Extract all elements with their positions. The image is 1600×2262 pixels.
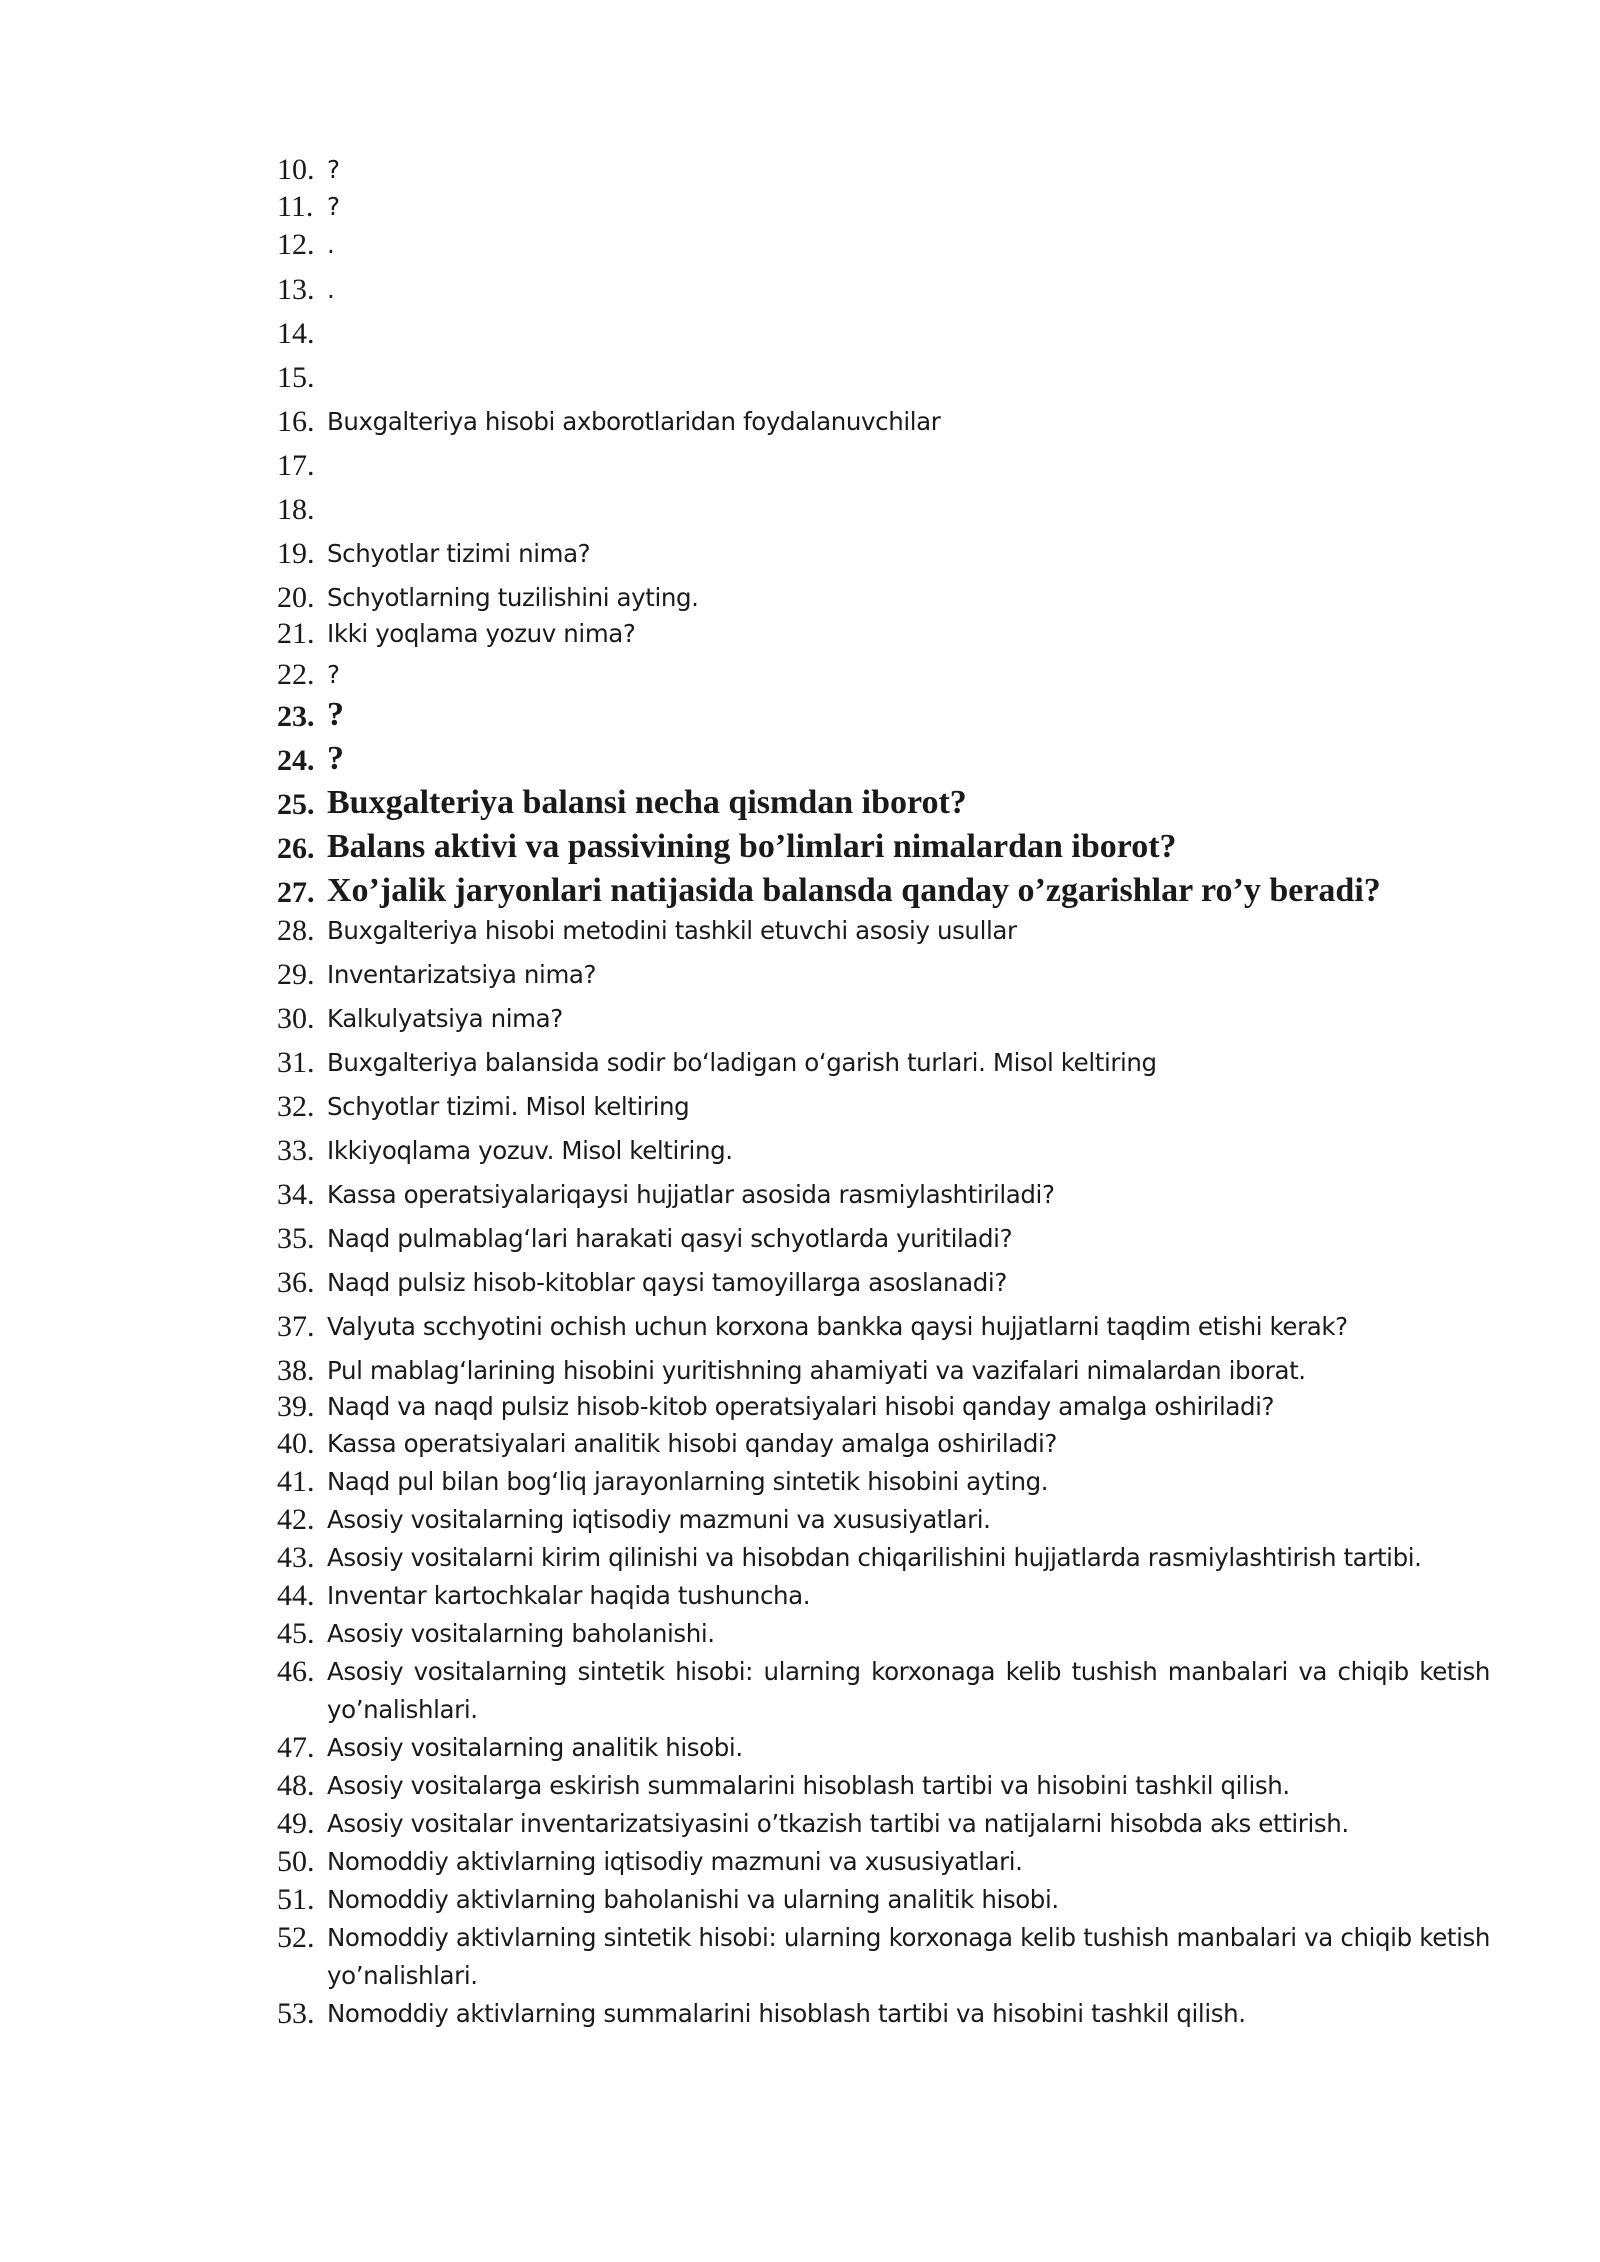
item-text: Naqd pul bilan bogʻliq jarayonlarning sintetik hisobini ayting. [327,1467,1049,1496]
item-text: Nomoddiy aktivlarning sintetik hisobi: ularning korxonaga kelib tushish manbalari va chiqib ketish yo’nalishlari. [327,1923,1490,1990]
item-text: Asosiy vositalar inventarizatsiyasini o’tkazish tartibi va natijalarni hisobda aks ettirish. [327,1809,1349,1838]
item-number: 16. [277,405,315,438]
list-item [275,492,1490,528]
item-number: 51. [277,1883,315,1916]
item-text: ? [327,155,340,184]
item-text: Ikkiyoqlama yozuv. Misol keltiring. [327,1136,733,1165]
item-number: 18. [277,493,315,526]
item-text [327,316,1490,352]
list-item [275,1805,1490,1843]
list-item [275,869,1490,913]
item-number: 24. [277,744,315,777]
item-number: 19. [277,537,315,570]
list-item [275,1539,1490,1577]
list-item [275,272,1490,308]
item-number: 32. [277,1090,315,1123]
list-item [275,1501,1490,1539]
list-item [275,448,1490,484]
item-number: 25. [277,788,315,821]
list-item [275,580,1490,616]
list-item [275,1133,1490,1169]
list-item [275,1729,1490,1767]
item-number: 43. [277,1541,315,1574]
item-number: 21. [277,617,315,650]
item-number: 27. [277,876,315,909]
item-text: Asosiy vositalarning baholanishi. [327,1619,715,1648]
item-text: Valyuta scchyotini ochish uchun korxona bankka qaysi hujjatlarni taqdim etishi kerak? [327,1312,1348,1341]
item-text: Kassa operatsiyalariqaysi hujjatlar asosida rasmiylashtiriladi? [327,1180,1055,1209]
list-item [275,1615,1490,1653]
list-item [275,1001,1490,1037]
item-text: Naqd va naqd pulsiz hisob-kitob operatsiyalari hisobi qanday amalga oshiriladi? [327,1392,1275,1421]
item-text: Inventar kartochkalar haqida tushuncha. [327,1581,811,1610]
list-item [275,1353,1490,1389]
list-item [275,957,1490,993]
item-number: 33. [277,1134,315,1167]
item-text: Inventarizatsiya nima? [327,960,597,989]
item-number: 53. [277,1997,315,2030]
list-item [275,1577,1490,1615]
item-number: 37. [277,1310,315,1343]
list-item [275,1089,1490,1125]
list-item [275,1221,1490,1257]
list-item [275,1767,1490,1805]
item-text: ? [327,192,340,221]
list-item [275,404,1490,440]
item-number: 12. [277,228,315,261]
item-text [327,492,1490,528]
item-text: Xo’jalik jaryonlari natijasida balansda qanday o’zgarishlar ro’y beradi? [327,872,1381,909]
list-item [275,1389,1490,1425]
item-number: 11. [277,190,314,223]
item-text: Naqd pulsiz hisob-kitoblar qaysi tamoyillarga asoslanadi? [327,1268,1007,1297]
item-text: Nomoddiy aktivlarning baholanishi va ularning analitik hisobi. [327,1885,1059,1914]
list-item [275,360,1490,396]
question-list [275,152,1490,2033]
item-text: Ikki yoqlama yozuv nima? [327,619,636,648]
list-item [275,1265,1490,1301]
item-text: ? [327,660,340,689]
item-number: 36. [277,1266,315,1299]
item-number: 49. [277,1807,315,1840]
item-text: Schyotlar tizimi nima? [327,539,591,568]
item-text: . [327,230,335,259]
item-text: Kalkulyatsiya nima? [327,1004,563,1033]
item-number: 47. [277,1731,315,1764]
list-item [275,1425,1490,1463]
item-number: 52. [277,1921,315,1954]
list-item [275,1177,1490,1213]
item-number: 29. [277,958,315,991]
item-number: 42. [277,1503,315,1536]
list-item [275,1045,1490,1081]
item-text: . [327,275,335,304]
list-item [275,1919,1490,1995]
item-number: 26. [277,832,315,865]
item-number: 39. [277,1390,315,1423]
list-item [275,536,1490,572]
item-text [327,448,1490,484]
item-text: Buxgalteriya hisobi metodini tashkil etuvchi asosiy usullar [327,916,1017,945]
item-text: Buxgalteriya balansi necha qismdan iborot? [327,784,967,821]
list-item [275,737,1490,781]
item-number: 20. [277,581,315,614]
item-number: 10. [277,153,315,186]
item-text: ? [327,740,344,777]
item-text: Asosiy vositalarning sintetik hisobi: ularning korxonaga kelib tushish manbalari va chiqib ketish yo’nalishlari. [327,1657,1490,1724]
list-item [275,1309,1490,1345]
list-item [275,781,1490,825]
item-number: 48. [277,1769,315,1802]
item-number: 13. [277,273,315,306]
list-item [275,913,1490,949]
item-number: 15. [277,361,315,394]
item-number: 22. [277,658,315,691]
item-text: Asosiy vositalarga eskirish summalarini hisoblash tartibi va hisobini tashkil qilish. [327,1771,1290,1800]
item-number: 35. [277,1222,315,1255]
item-text: Asosiy vositalarning iqtisodiy mazmuni va xususiyatlari. [327,1505,991,1534]
list-item [275,616,1490,652]
item-text: Nomoddiy aktivlarning summalarini hisoblash tartibi va hisobini tashkil qilish. [327,1999,1246,2028]
list-item [275,693,1490,737]
item-text: Kassa operatsiyalari analitik hisobi qanday amalga oshiriladi? [327,1429,1057,1458]
item-text: Asosiy vositalarni kirim qilinishi va hisobdan chiqarilishini hujjatlarda rasmiylashtirish tartibi. [327,1543,1422,1572]
item-number: 30. [277,1002,315,1035]
item-text: Buxgalteriya balansida sodir boʻladigan oʻgarish turlari. Misol keltiring [327,1048,1157,1077]
item-number: 34. [277,1178,315,1211]
list-item [275,825,1490,869]
item-number: 14. [277,317,315,350]
item-number: 17. [277,449,315,482]
list-item [275,226,1490,264]
item-text: Balans aktivi va passivining bo’limlari nimalardan iborot? [327,828,1177,865]
item-number: 50. [277,1845,315,1878]
list-item [275,1995,1490,2033]
item-number: 38. [277,1354,315,1387]
item-text: Schyotlarning tuzilishini ayting. [327,583,699,612]
list-item [275,1843,1490,1881]
item-number: 44. [277,1579,315,1612]
item-text: Naqd pulmablagʻlari harakati qasyi schyotlarda yuritiladi? [327,1224,1013,1253]
item-number: 46. [277,1655,315,1688]
item-number: 40. [277,1427,315,1460]
item-number: 31. [277,1046,315,1079]
item-number: 28. [277,914,315,947]
item-text: Schyotlar tizimi. Misol keltiring [327,1092,690,1121]
item-text: Buxgalteriya hisobi axborotlaridan foydalanuvchilar [327,407,941,436]
list-item [275,1881,1490,1919]
list-item [275,188,1490,226]
list-item [275,1463,1490,1501]
item-number: 23. [277,700,315,733]
item-text: Nomoddiy aktivlarning iqtisodiy mazmuni va xususiyatlari. [327,1847,1023,1876]
list-item [275,1653,1490,1729]
list-item [275,657,1490,693]
list-item [275,316,1490,352]
list-item [275,152,1490,188]
item-text: ? [327,696,344,733]
item-number: 41. [277,1465,315,1498]
item-number: 45. [277,1617,315,1650]
item-text: Pul mablagʻlarining hisobini yuritishning ahamiyati va vazifalari nimalardan iborat. [327,1356,1306,1385]
item-text: Asosiy vositalarning analitik hisobi. [327,1733,743,1762]
item-text [327,360,1490,396]
